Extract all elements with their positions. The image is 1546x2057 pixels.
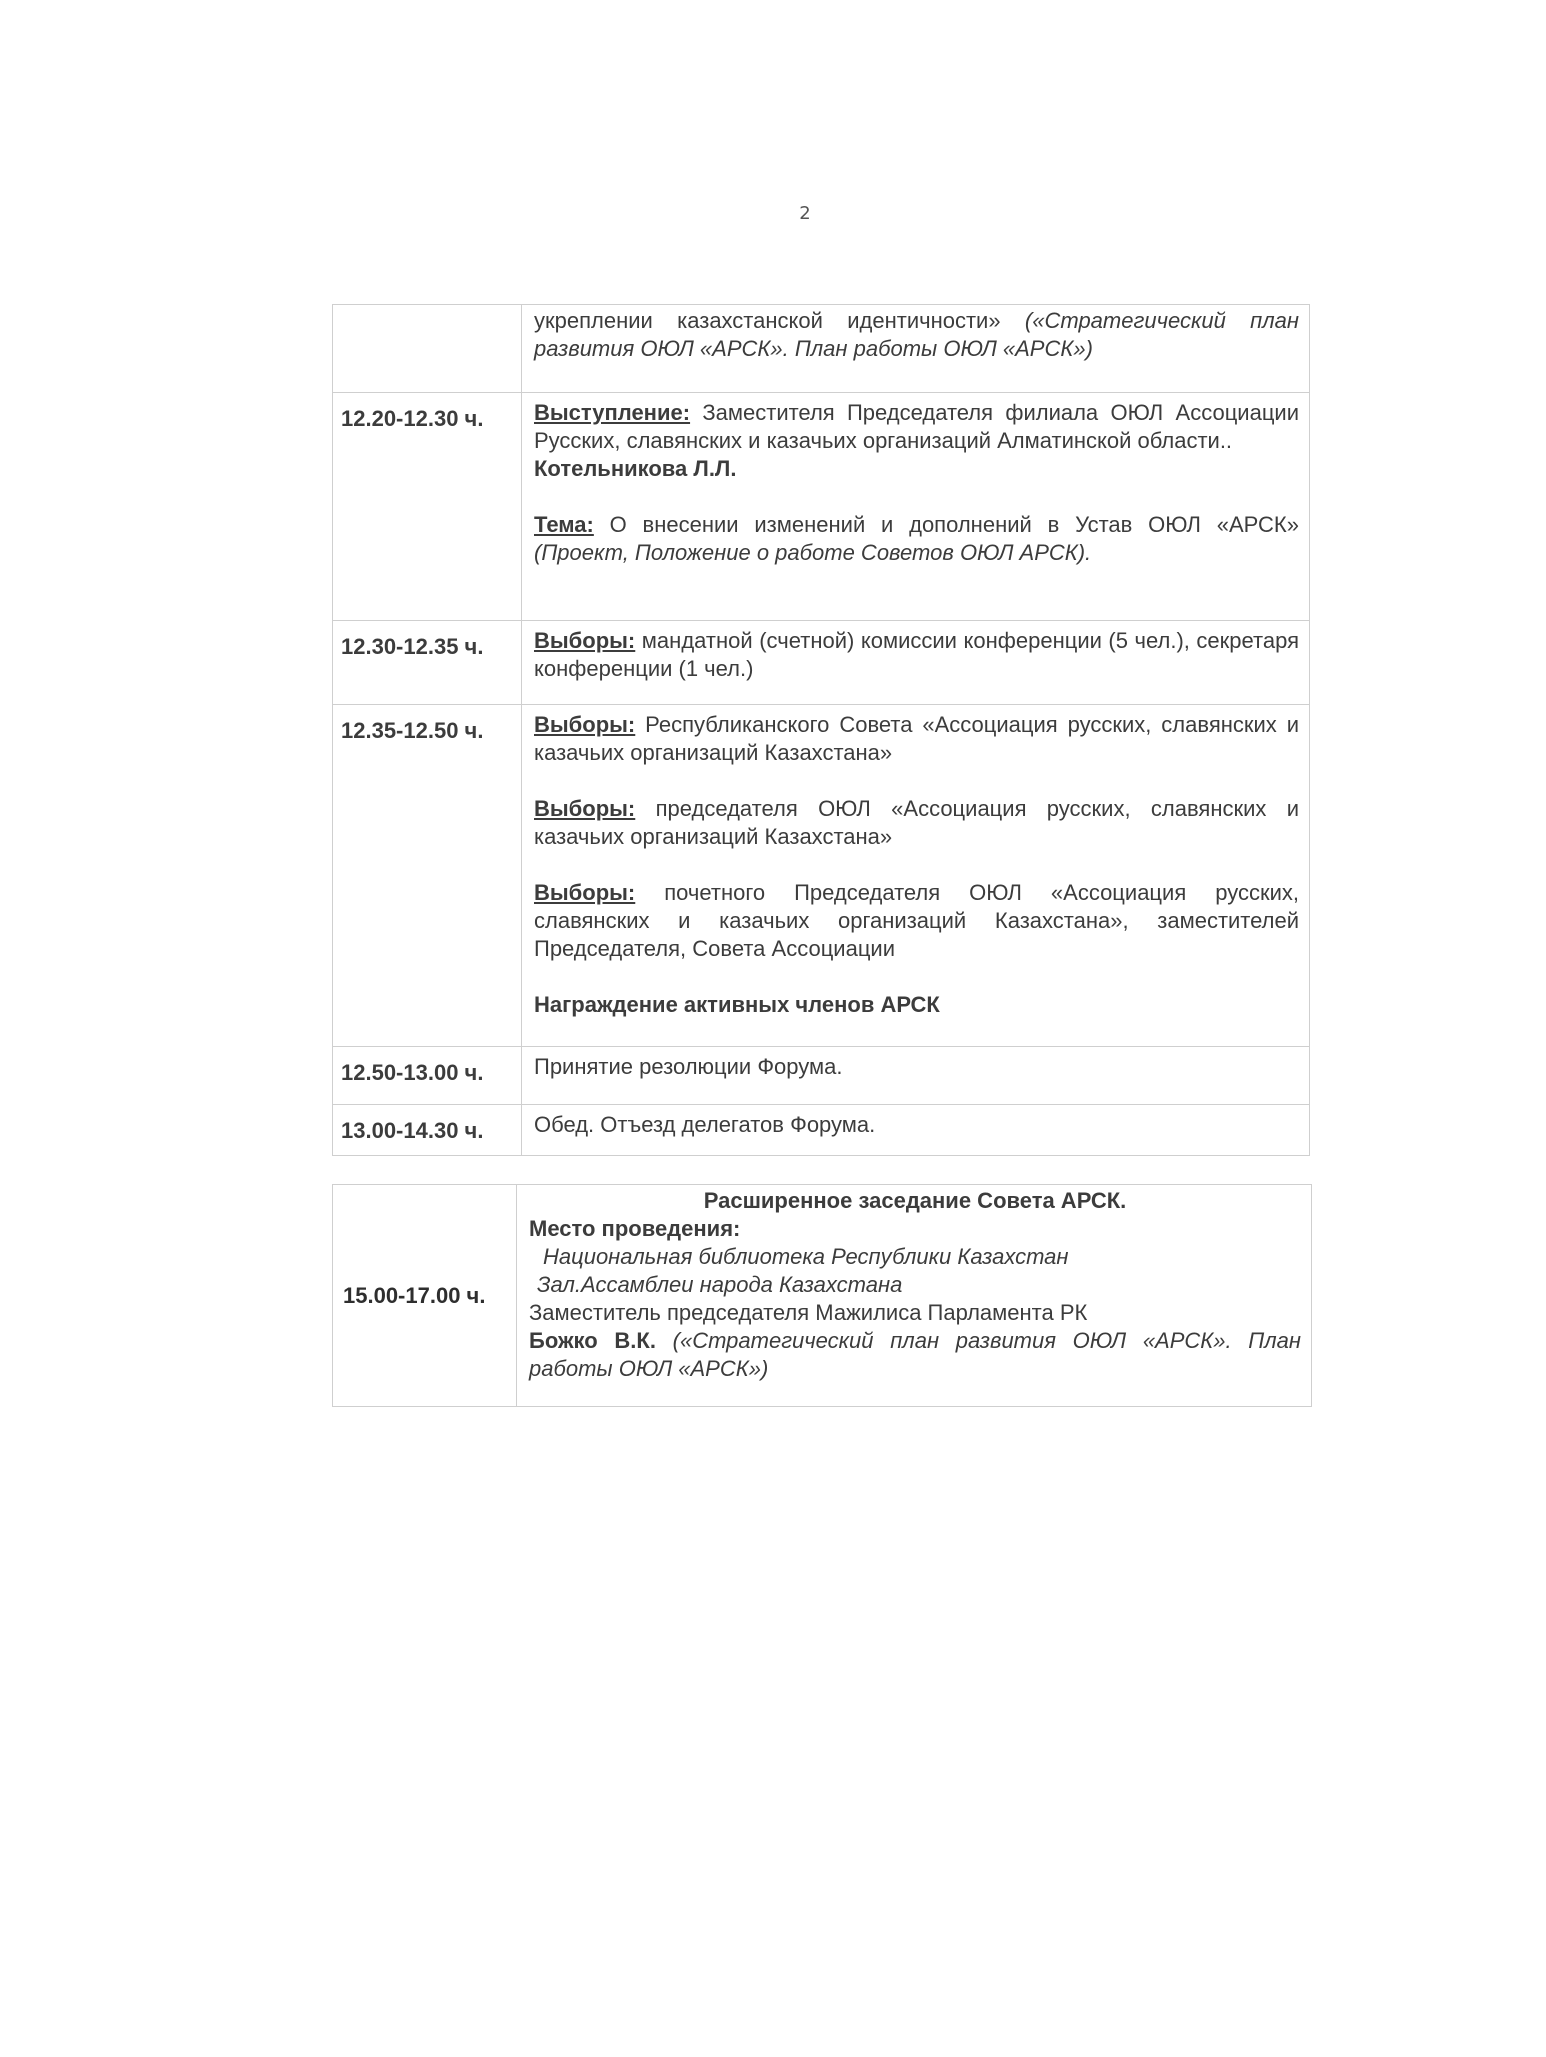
content-cell bbox=[517, 1185, 1312, 1407]
content-cell bbox=[522, 305, 1310, 393]
topic-label: Тема: bbox=[534, 512, 594, 537]
content-cell bbox=[522, 393, 1310, 621]
speaker-name: Божко В.К. bbox=[529, 1328, 656, 1353]
table-row bbox=[333, 1185, 1312, 1407]
time-cell: 12.30-12.35 ч. bbox=[333, 621, 522, 705]
election-text: председателя ОЮЛ «Ассоциация русских, славянских и казачьих организаций Казахстана» bbox=[534, 796, 1299, 849]
topic-text: О внесении изменений и дополнений в Устав ОЮЛ «АРСК» bbox=[593, 512, 1299, 537]
election-text: Республиканского Совета «Ассоциация русских, славянских и казачьих организаций Казахстана» bbox=[534, 712, 1299, 765]
time-cell: 12.35-12.50 ч. bbox=[333, 705, 522, 1047]
row-text: укреплении казахстанской идентичности» bbox=[534, 308, 1025, 333]
page-number: 2 bbox=[799, 203, 811, 224]
election-text: мандатной (счетной) комиссии конференции (5 чел.), секретаря конференции (1 чел.) bbox=[534, 628, 1299, 681]
speech-label: Выступление: bbox=[534, 400, 691, 425]
election-text: почетного Председателя ОЮЛ «Ассоциация русских, славянских и казачьих организаций Казахстана», заместителей Председателя, Совета Ассоциации bbox=[534, 880, 1299, 961]
place-line-1: Национальная библиотека Республики Казахстан bbox=[543, 1244, 1069, 1269]
content-cell bbox=[522, 705, 1310, 1047]
content-cell: Принятие резолюции Форума. bbox=[522, 1047, 1310, 1105]
time-cell: 12.50-13.00 ч. bbox=[333, 1047, 522, 1105]
time-cell: 13.00-14.30 ч. bbox=[333, 1105, 522, 1156]
speaker-position: Заместитель председателя Мажилиса Парламента РК bbox=[529, 1300, 1088, 1325]
place-line-2: Зал.Ассамблеи народа Казахстана bbox=[537, 1272, 903, 1297]
table-row bbox=[333, 305, 1310, 393]
time-cell bbox=[333, 305, 522, 393]
council-table bbox=[332, 1184, 1312, 1407]
content-cell: Обед. Отъезд делегатов Форума. bbox=[522, 1105, 1310, 1156]
election-label: Выборы: bbox=[534, 796, 636, 821]
award-text: Награждение активных членов АРСК bbox=[534, 992, 940, 1017]
council-title: Расширенное заседание Совета АРСК. bbox=[703, 1188, 1127, 1213]
topic-italic-note: (Проект, Положение о работе Советов ОЮЛ АРСК). bbox=[534, 540, 1092, 565]
table-row bbox=[333, 705, 1310, 1047]
election-label: Выборы: bbox=[534, 628, 636, 653]
place-label: Место проведения: bbox=[529, 1216, 741, 1241]
content-cell bbox=[522, 621, 1310, 705]
election-label: Выборы: bbox=[534, 880, 636, 905]
election-label: Выборы: bbox=[534, 712, 636, 737]
row-italic-note: («Стратегический план развития ОЮЛ «АРСК». План работы ОЮЛ «АРСК») bbox=[534, 308, 1299, 361]
table-row bbox=[333, 1047, 1310, 1105]
agenda-table bbox=[332, 304, 1310, 1156]
speaker-name: Котельникова Л.Л. bbox=[534, 456, 737, 481]
table-row bbox=[333, 1105, 1310, 1156]
speech-text: Заместителя Председателя филиала ОЮЛ Ассоциации Русских, славянских и казачьих организаций Алматинской области.. bbox=[534, 400, 1299, 453]
time-cell: 15.00-17.00 ч. bbox=[333, 1185, 517, 1407]
table-row bbox=[333, 393, 1310, 621]
table-row bbox=[333, 621, 1310, 705]
time-cell: 12.20-12.30 ч. bbox=[333, 393, 522, 621]
council-note: («Стратегический план развития ОЮЛ «АРСК». План работы ОЮЛ «АРСК») bbox=[529, 1328, 1301, 1381]
